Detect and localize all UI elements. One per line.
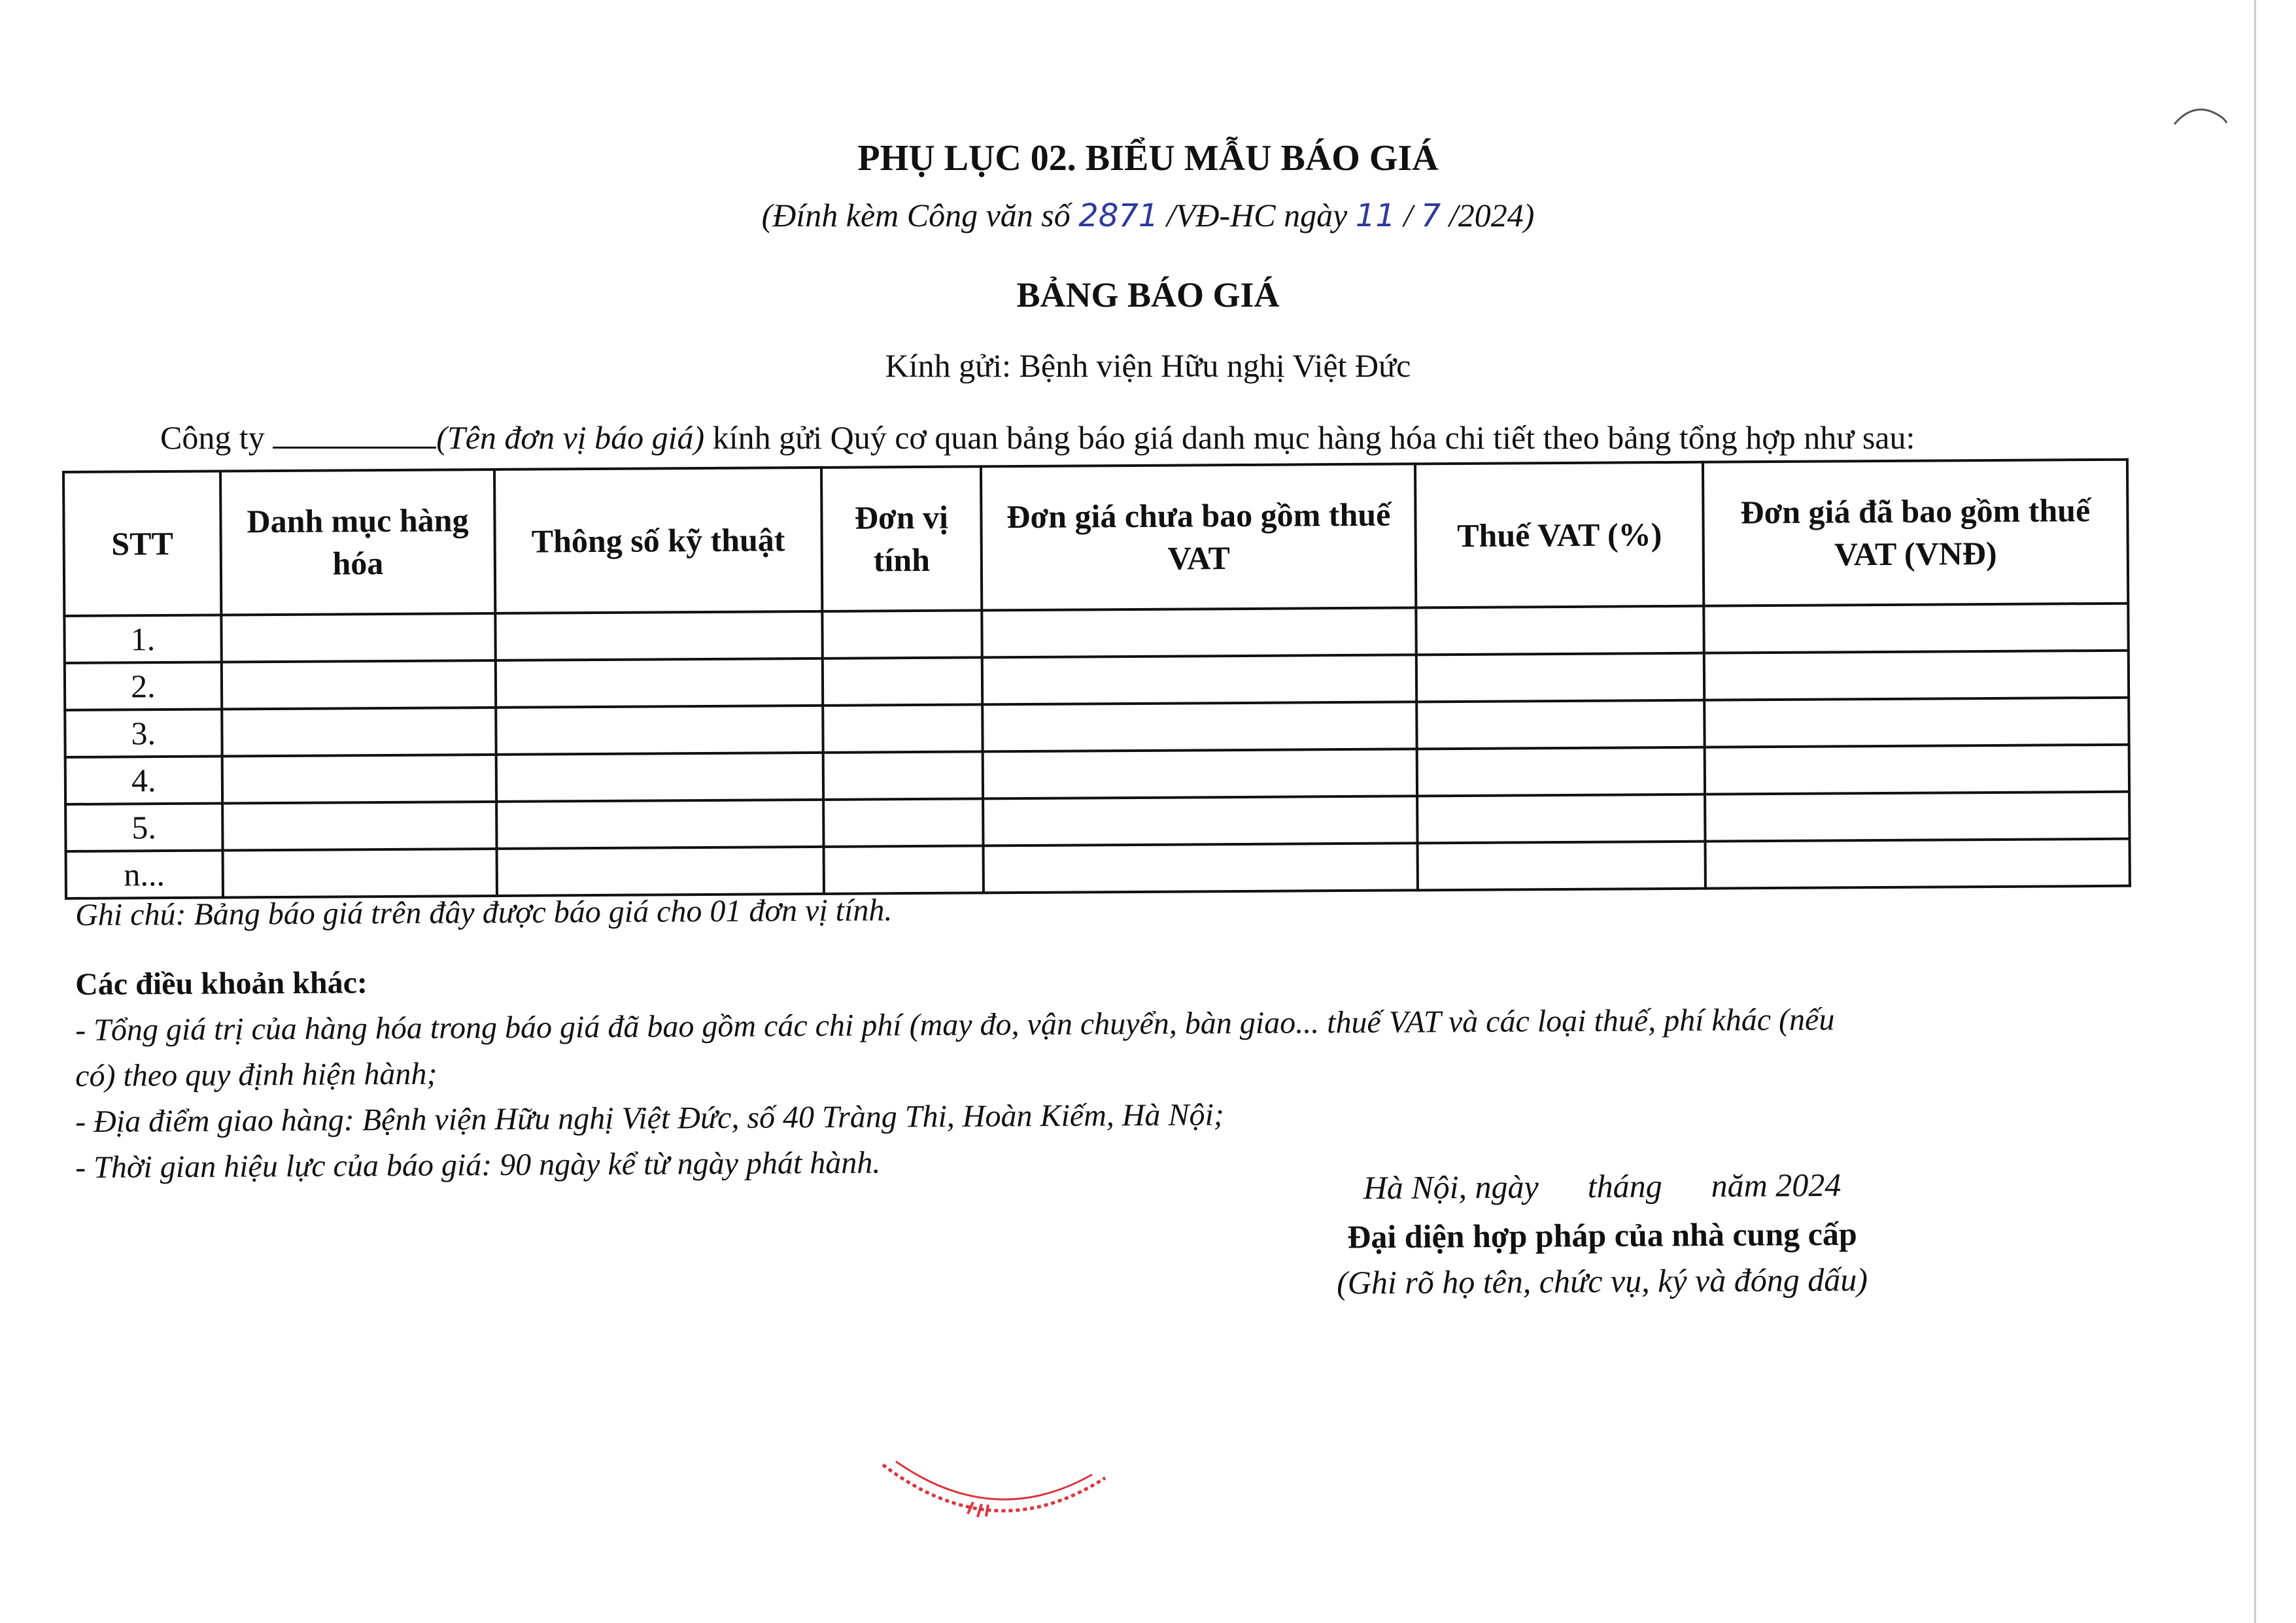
cell-specs	[496, 658, 823, 708]
cell-specs	[496, 800, 823, 849]
term-validity: - Thời gian hiệu lực của báo giá: 90 ngày kể từ ngày phát hành.	[75, 1145, 881, 1185]
row-number: 1.	[64, 615, 221, 663]
handwritten-month: 7	[1420, 197, 1441, 234]
attachment-mid: /VĐ-HC ngày	[1166, 197, 1348, 233]
header-item-category: Danh mục hàng hóa	[220, 470, 496, 615]
term-total-value-cont: có) theo quy định hiện hành;	[75, 1056, 437, 1093]
attachment-line	[0, 196, 2296, 234]
cell-specs	[496, 706, 823, 755]
cell-price-excl-vat	[984, 843, 1418, 893]
row-number: n...	[66, 851, 223, 898]
cell-vat	[1418, 842, 1705, 891]
cell-price-incl-vat	[1705, 792, 2130, 842]
cell-specs	[496, 753, 823, 802]
attachment-suffix: /2024)	[1448, 197, 1535, 233]
cell-vat	[1416, 606, 1704, 655]
cell-vat	[1417, 747, 1705, 796]
cell-item	[221, 613, 496, 662]
quote-title: BẢNG BÁO GIÁ	[1016, 275, 1280, 315]
scan-edge-line	[2254, 0, 2256, 1623]
cell-price-excl-vat	[983, 749, 1417, 798]
cell-price-incl-vat	[1704, 745, 2129, 794]
intro-paragraph	[160, 419, 1915, 456]
cell-price-incl-vat	[1704, 604, 2129, 653]
term-delivery-location: - Địa điểm giao hàng: Bệnh viện Hữu nghị Việt Đức, số 40 Tràng Thi, Hoàn Kiếm, Hà Nội;	[75, 1097, 1224, 1139]
intro-company: Công ty	[160, 419, 265, 456]
red-stamp-fragment	[870, 1452, 1118, 1543]
row-number: 5.	[65, 804, 222, 851]
signature-instruction: (Ghi rõ họ tên, chức vụ, ký và đóng dấu)	[1336, 1261, 1868, 1301]
attachment-sep: /	[1403, 197, 1413, 233]
cell-price-excl-vat	[982, 655, 1416, 704]
row-number: 2.	[65, 662, 222, 710]
header-unit: Đơn vị tính	[821, 466, 982, 611]
cell-specs	[496, 611, 823, 660]
cell-item	[222, 755, 496, 804]
cell-item	[222, 802, 497, 851]
other-terms-title: Các điều khoản khác:	[75, 965, 368, 1002]
pricing-note: Ghi chú: Bảng báo giá trên đây được báo giá cho 01 đơn vị tính.	[75, 893, 893, 932]
appendix-title: PHỤ LỤC 02. BIỂU MẪU BÁO GIÁ	[857, 138, 1439, 179]
recipient-line: Kính gửi: Bệnh viện Hữu nghị Việt Đức	[885, 347, 1411, 384]
cell-price-incl-vat	[1704, 698, 2129, 747]
cell-unit	[823, 846, 984, 893]
cell-price-incl-vat	[1704, 651, 2129, 700]
cell-vat	[1417, 794, 1705, 844]
cell-vat	[1417, 700, 1705, 749]
term-total-value: - Tổng giá trị của hàng hóa trong báo giá đã bao gồm các chi phí (may đo, vận chuyển, bàn giao... thuế VAT và các loại thuế, phí khác (nếu	[75, 1002, 1835, 1048]
attachment-prefix: (Đính kèm Công văn số	[761, 197, 1071, 233]
pen-mark	[2171, 98, 2230, 137]
company-name-blank	[273, 420, 436, 449]
cell-price-excl-vat	[982, 607, 1416, 657]
cell-unit	[823, 751, 983, 799]
cell-vat	[1416, 653, 1704, 702]
header-price-excl-vat: Đơn giá chưa bao gồm thuế VAT	[981, 464, 1416, 610]
header-price-incl-vat: Đơn giá đã bao gồm thuế VAT (VNĐ)	[1703, 460, 2129, 606]
cell-price-excl-vat	[983, 702, 1417, 751]
table-header-row	[63, 460, 2128, 616]
row-number: 4.	[65, 757, 222, 804]
cell-unit	[823, 798, 984, 846]
header-vat-rate: Thuế VAT (%)	[1415, 462, 1704, 608]
header-stt: STT	[63, 471, 221, 616]
signature-date-line: Hà Nội, ngày tháng năm 2024	[1363, 1166, 1842, 1206]
cell-unit	[822, 657, 982, 705]
quote-table	[62, 458, 2131, 900]
row-number: 3.	[65, 709, 222, 757]
cell-specs	[497, 847, 824, 896]
cell-item	[222, 849, 497, 898]
cell-unit	[823, 704, 983, 752]
cell-item	[222, 660, 496, 709]
cell-price-incl-vat	[1705, 839, 2130, 889]
intro-unit-name: (Tên đơn vị báo giá)	[436, 419, 705, 456]
signature-title: Đại diện hợp pháp của nhà cung cấp	[1347, 1215, 1857, 1256]
cell-unit	[822, 610, 982, 658]
handwritten-day: 11	[1355, 197, 1396, 234]
header-technical-specs: Thông số kỹ thuật	[494, 468, 822, 613]
handwritten-doc-number: 2871	[1078, 197, 1159, 234]
cell-price-excl-vat	[983, 796, 1417, 846]
cell-item	[222, 708, 496, 757]
intro-rest: kính gửi Quý cơ quan bảng báo giá danh mục hàng hóa chi tiết theo bảng tổng hợp như sau:	[712, 419, 1915, 456]
